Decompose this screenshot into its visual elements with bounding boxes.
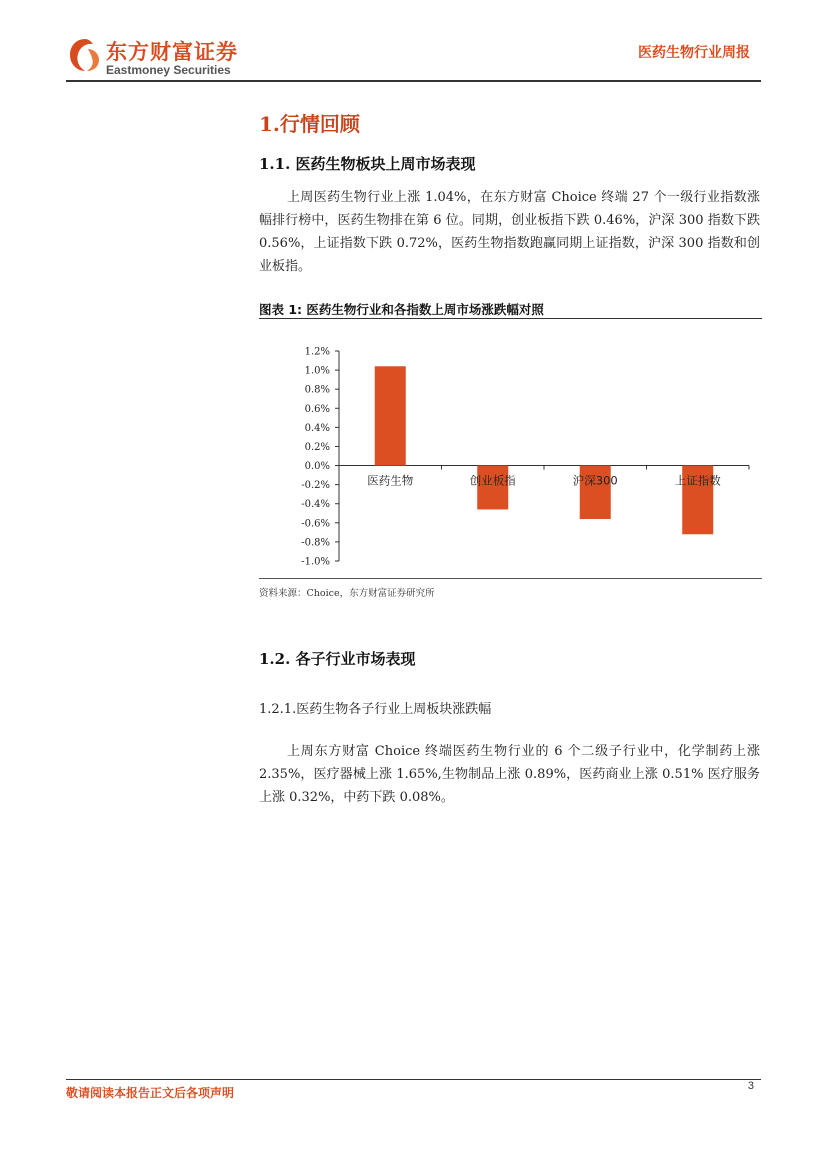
footer-divider <box>66 1079 761 1080</box>
y-tick-label: -0.6% <box>301 518 330 530</box>
subsection-title: 1.1. 医药生物板块上周市场表现 <box>259 155 476 173</box>
header-divider <box>66 80 761 82</box>
eastmoney-logo-icon <box>66 36 104 74</box>
x-category-label: 上证指数 <box>674 473 721 488</box>
y-tick-label: -0.8% <box>301 537 330 549</box>
y-tick-label: 0.8% <box>304 384 330 396</box>
subsubsection-title: 1.2.1.医药生物各子行业上周板块涨跌幅 <box>259 702 492 717</box>
sub-industry-paragraph: 上周东方财富 Choice 终端医药生物行业的 6 个二级子行业中，化学制药上涨 2.35%，医疗器械上涨 1.65%,生物制品上涨 0.89%，医药商业上涨 0.51% 医疗服务上涨 0.32%，中药下跌 0.08%。 <box>259 744 760 805</box>
logo-chinese-name: 东方财富证券 <box>106 40 238 64</box>
bar-1 <box>375 366 406 465</box>
y-tick-label: -0.4% <box>301 499 330 511</box>
y-tick-label: 0.2% <box>304 441 330 453</box>
subsection-title-2: 1.2. 各子行业市场表现 <box>259 650 416 668</box>
x-category-label: 创业板指 <box>469 473 516 488</box>
y-tick-label: 1.2% <box>304 346 330 358</box>
y-tick-label: 0.6% <box>304 403 330 415</box>
market-performance-paragraph: 上周医药生物行业上涨 1.04%，在东方财富 Choice 终端 27 个一级行业指数涨幅排行榜中，医药生物排在第 6 位。同期，创业板指下跌 0.46%，沪深 300 指数下跌 0.56%，上证指数下跌 0.72%，医药生物指数跑赢同期上证指数，沪深 300 指数和创业板指。 <box>259 190 760 274</box>
figure-top-rule <box>259 318 762 319</box>
figure-title: 图表 1: 医药生物行业和各指数上周市场涨跌幅对照 <box>259 302 544 317</box>
y-tick-label: -0.2% <box>301 480 330 492</box>
bar-chart <box>259 322 762 576</box>
y-tick-label: 0.4% <box>304 422 330 434</box>
x-category-label: 沪深300 <box>572 473 618 488</box>
page-number: 3 <box>747 1080 754 1092</box>
figure-bottom-rule <box>259 578 762 579</box>
y-tick-label: 1.0% <box>304 365 330 377</box>
logo-english-name: Eastmoney Securities <box>106 63 231 77</box>
section-title: 1.行情回顾 <box>259 112 360 136</box>
figure-source: 资料来源：Choice，东方财富证券研究所 <box>259 588 435 599</box>
x-category-label: 医药生物 <box>367 473 414 488</box>
report-type-title: 医药生物行业周报 <box>638 45 750 61</box>
footer-disclaimer: 敬请阅读本报告正文后各项声明 <box>66 1086 235 1100</box>
y-tick-label: 0.0% <box>304 461 330 473</box>
y-tick-label: -1.0% <box>301 556 330 568</box>
